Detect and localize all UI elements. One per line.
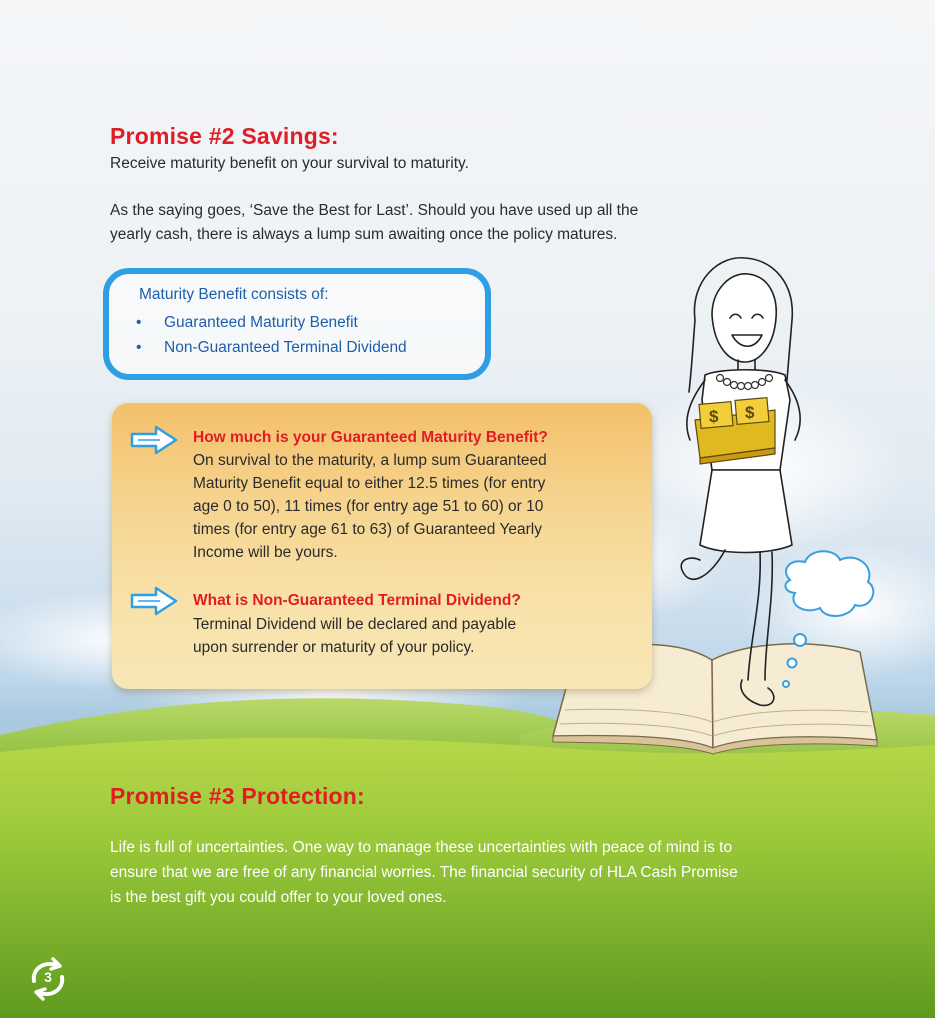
money-symbol-1: $ <box>709 407 719 426</box>
faq-box <box>112 403 652 689</box>
maturity-benefit-box <box>103 268 491 380</box>
maturity-benefit-title: Maturity Benefit consists of: <box>139 286 329 303</box>
protection-line-2: ensure that we are free of any financial worries. The financial security of HLA Cash Promise <box>110 864 738 881</box>
page-number-badge <box>26 957 70 1001</box>
faq-answer-2-line-1: Terminal Dividend will be declared and payable <box>193 616 517 633</box>
savings-paragraph-line-1: As the saying goes, ‘Save the Best for Last’. Should you have used up all the <box>110 202 639 219</box>
faq-answer-1-line-4: times (for entry age 61 to 63) of Guaranteed Yearly <box>193 521 542 538</box>
arrow-icon <box>130 425 178 455</box>
arrow-icon <box>130 586 178 616</box>
page-number: 3 <box>44 969 52 985</box>
faq-answer-2-line-2: upon surrender or maturity of your policy. <box>193 639 475 656</box>
faq-answer-1-line-1: On survival to the maturity, a lump sum Guaranteed <box>193 452 547 469</box>
protection-heading: Promise #3 Protection: <box>110 783 365 809</box>
list-item: • Non-Guaranteed Terminal Dividend <box>121 335 407 360</box>
savings-subtitle: Receive maturity benefit on your survival to maturity. <box>110 155 469 172</box>
protection-line-1: Life is full of uncertainties. One way to manage these uncertainties with peace of mind is to <box>110 839 733 856</box>
faq-question-1: How much is your Guaranteed Maturity Benefit? <box>193 429 548 446</box>
savings-heading: Promise #2 Savings: <box>110 123 339 149</box>
money-symbol-2: $ <box>745 403 755 422</box>
savings-paragraph-line-2: yearly cash, there is always a lump sum awaiting once the policy matures. <box>110 226 618 243</box>
protection-line-3: is the best gift you could offer to your loved ones. <box>110 889 447 906</box>
faq-question-2: What is Non-Guaranteed Terminal Dividend? <box>193 592 521 609</box>
faq-answer-1-line-3: age 0 to 50), 11 times (for entry age 51 to 60) or 10 <box>193 498 544 515</box>
faq-answer-1-line-5: Income will be yours. <box>193 544 338 561</box>
list-item: • Guaranteed Maturity Benefit <box>121 310 407 335</box>
maturity-benefit-list <box>121 310 407 360</box>
faq-answer-1-line-2: Maturity Benefit equal to either 12.5 times (for entry <box>193 475 546 492</box>
